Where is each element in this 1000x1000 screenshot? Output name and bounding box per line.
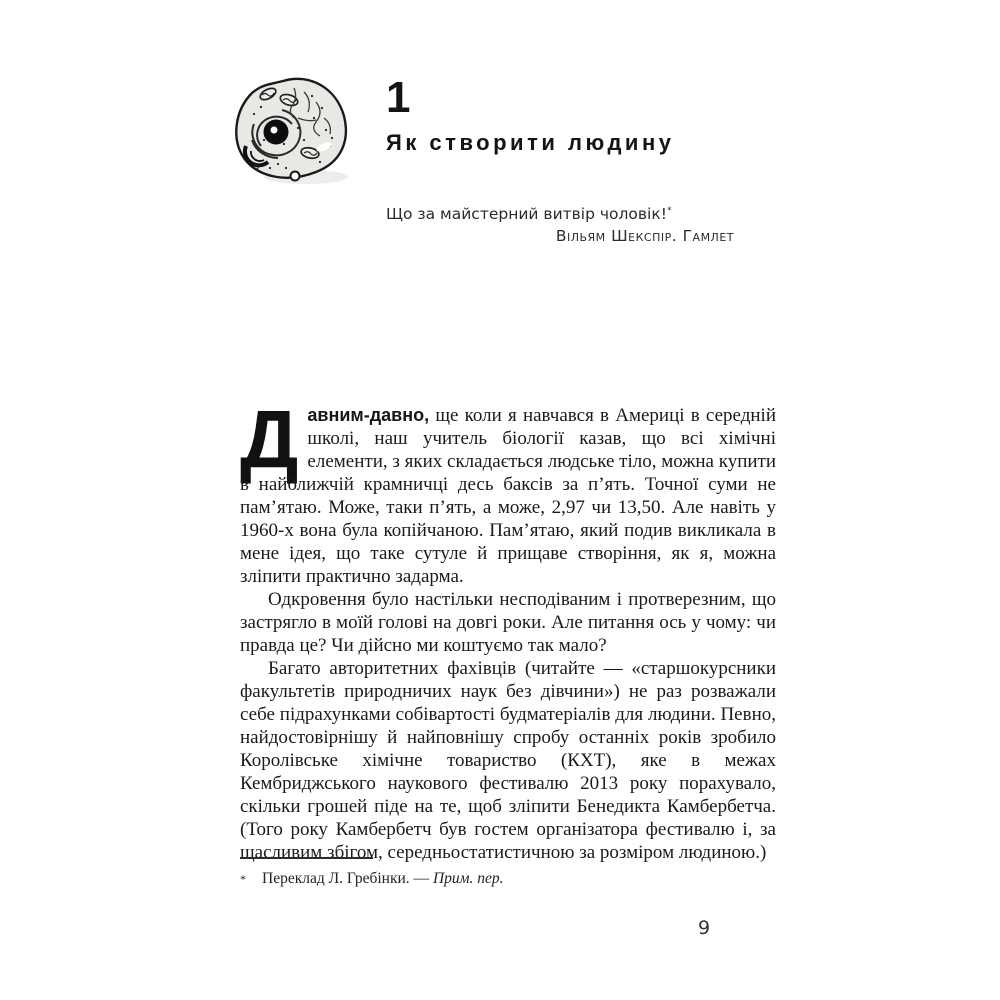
- epigraph-attribution: Вільям Шекспір. Гамлет: [555, 227, 734, 246]
- footnote-italic-text: Прим. пер.: [432, 870, 504, 887]
- bold-lead-in: авним-давно,: [307, 405, 430, 425]
- chapter-title: Як створити людину: [386, 130, 675, 155]
- chapter-body: [240, 394, 777, 864]
- footnote-separator: [240, 857, 373, 859]
- chapter-number: 1: [386, 73, 412, 122]
- drop-cap: Д: [240, 394, 299, 485]
- paragraph-2-text: Одкровення було настільки несподіваним і протверезним, що застрягло в моїй голові на довгі роки. Але питання ось у чому: чи правда це? Чи дійсно ми коштуємо так мало?: [240, 589, 776, 656]
- paragraph-3: [240, 657, 776, 864]
- footnote: [240, 870, 776, 888]
- epigraph: [386, 203, 734, 248]
- chapter-header: [386, 73, 675, 156]
- footnote-block: [240, 857, 776, 888]
- epigraph-quote-text: Що за майстерний витвір чоловік!: [386, 205, 667, 223]
- footnote-marker: *: [240, 872, 246, 886]
- paragraph-3-text: Багато авторитетних фахівців (читайте — «старшокурсники факультетів природничих наук без дівчини») не раз розважали себе підрахунками собівартості будматеріалів для людини. Певно, найдостовірнішу й найповнішу спробу останніх років зробило Королівське хімічне товариство (КХТ), яке в межах Кембриджського наукового фестивалю 2013 року порахувало, скільки грошей піде на те, щоб зліпити Бенедикта Камбербетча. (Того року Камбербетч був гостем організатора фестивалю і, за щасливим збігом, середньостатистичною за розміром людиною.): [240, 658, 776, 863]
- cell-illustration-icon: [228, 74, 354, 186]
- paragraph-1-text: ще коли я навчався в Америці в середній школі, наш учитель біології казав, що всі хімічні елементи, з яких складається людське тіло, можна купити в найближчій крамничці десь баксів за п’ять. Точної суми не пам’ятаю. Може, таки п’ять, а може, 2,97 чи 13,50. Але навіть у 1960-х вона була копійчаною. Пам’ятаю, який подив викликала в мене ідея, що таке сутуле й прищаве створіння, як я, можна зліпити практично задарма.: [240, 405, 777, 587]
- page-number: 9: [698, 917, 711, 939]
- epigraph-quote: [386, 203, 734, 225]
- paragraph-1: [240, 394, 777, 588]
- paragraph-2: [240, 588, 776, 657]
- footnote-text: [262, 870, 504, 888]
- footnote-regular-text: Переклад Л. Гребінки. —: [262, 870, 430, 887]
- epigraph-footnote-marker: *: [666, 205, 672, 216]
